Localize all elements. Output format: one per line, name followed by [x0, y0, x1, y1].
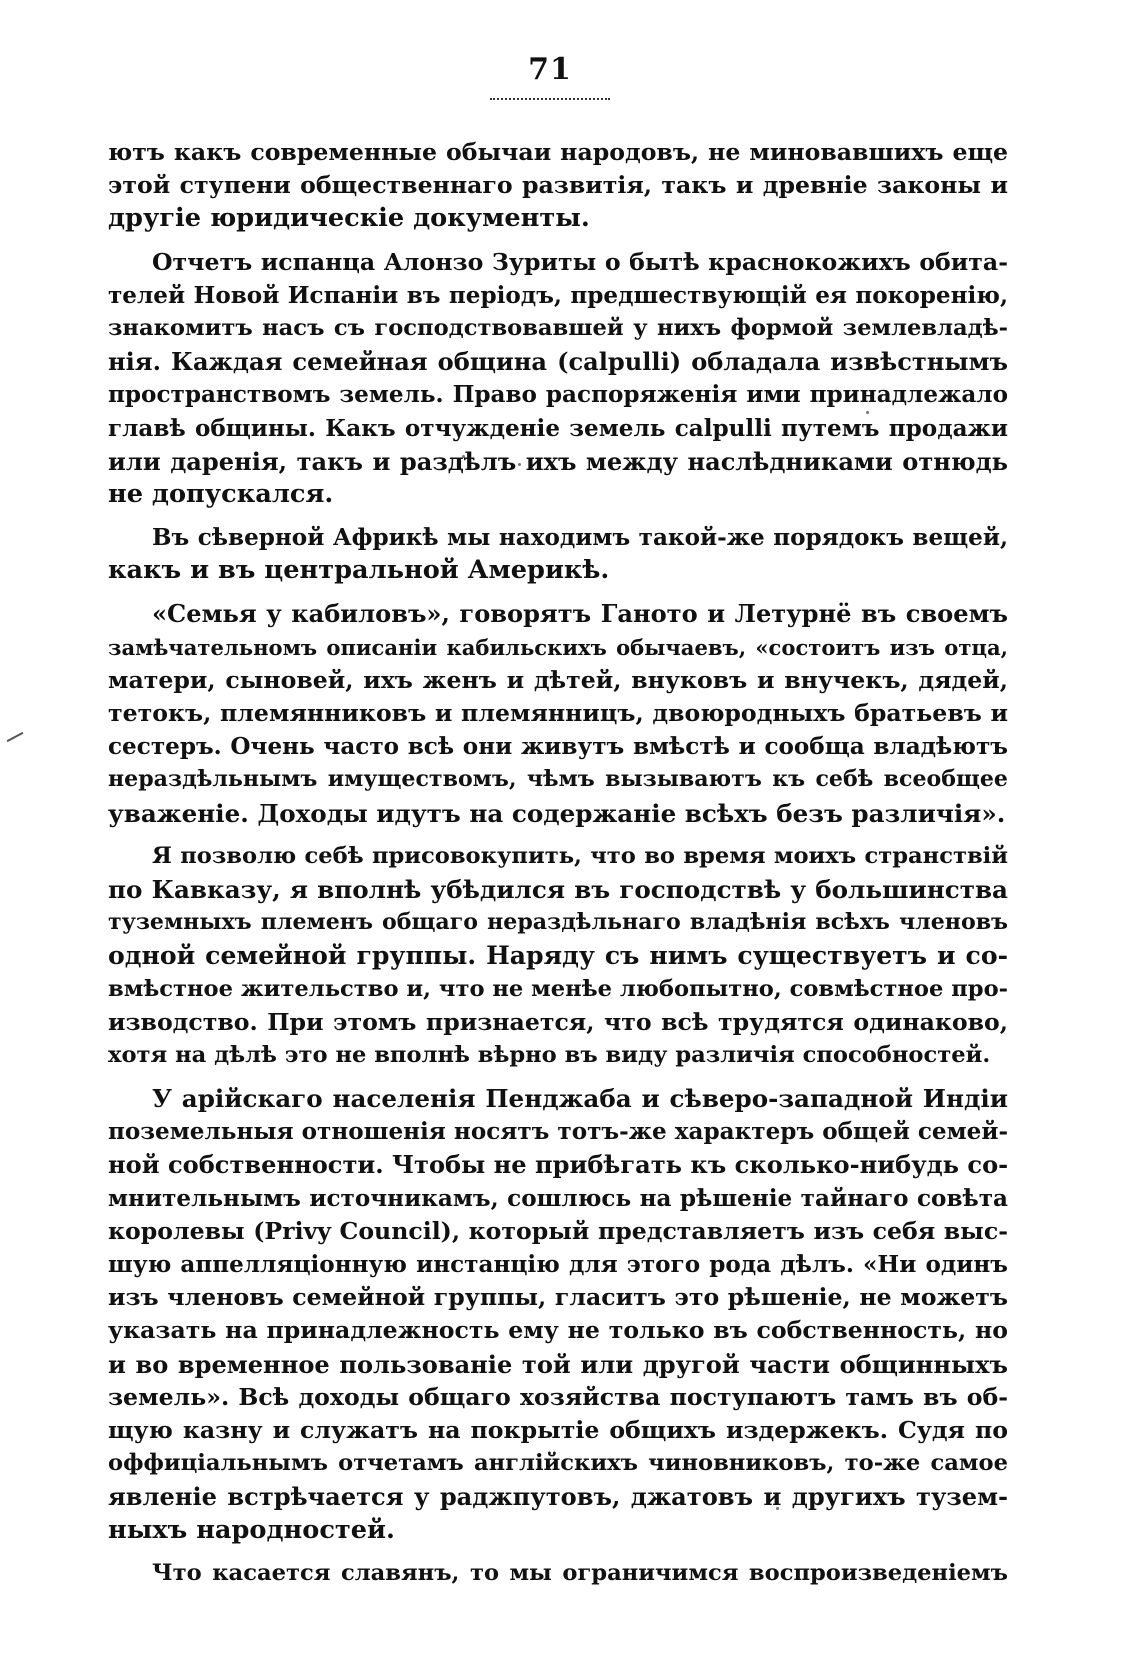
page-number: 71 [528, 52, 572, 87]
paragraph [108, 840, 1008, 1072]
paragraph [108, 246, 1008, 512]
margin-mark [7, 732, 24, 742]
paragraph [108, 1082, 1008, 1547]
paragraph [108, 597, 1008, 829]
text-line: королевы (Privy Council), который представляетъ изъ себя выс- [108, 1216, 1008, 1245]
paragraph [108, 136, 1008, 236]
text-line: ной собственности. Чтобы не прибѣгать къ сколько-нибудь со- [108, 1150, 1009, 1180]
text-line: матери, сыновей, ихъ женъ и дѣтей, внуковъ и внучекъ, дядей, [108, 665, 1008, 694]
text-line: замѣчательномъ описаніи кабильскихъ обычаевъ, «состоитъ изъ отца, [108, 634, 1008, 660]
paragraph [108, 1557, 1008, 1590]
text-line: изъ членовъ семейной группы, гласитъ это рѣшеніе, не можетъ [108, 1283, 1008, 1312]
text-line: или даренія, такъ и раздѣлъ ихъ между наслѣдниками отнюдь [108, 446, 1008, 476]
text-line: явленіе встрѣчается у раджпутовъ, джатовъ и другихъ тузем- [108, 1482, 1008, 1512]
text-line: пространствомъ земель. Право распоряженія ими принадлежало [108, 381, 1008, 409]
text-line: тетокъ, племянниковъ и племянницъ, двоюродныхъ братьевъ и [108, 699, 1008, 727]
text-line: нія. Каждая семейная община (calpulli) обладала извѣстнымъ [108, 347, 1008, 377]
page-number-rule [490, 98, 610, 100]
paragraph [108, 521, 1008, 587]
text-line: другіе юридическіе документы. [108, 203, 590, 234]
text-line: щую казну и служатъ на покрытіе общихъ издержекъ. Судя по [108, 1415, 1008, 1444]
text-line: уваженіе. Доходы идутъ на содержаніе всѣхъ безъ различія». [108, 798, 1006, 828]
text-line: поземельныя отношенія носятъ тотъ-же характеръ общей семей- [108, 1118, 1009, 1146]
text-line: Въ сѣверной Африкѣ мы находимъ такой-же порядокъ вещей, [152, 524, 1008, 552]
text-line: земель». Всѣ доходы общаго хозяйства поступаютъ тамъ въ об- [108, 1382, 1008, 1411]
text-line: мнительнымъ источникамъ, сошлюсь на рѣшеніе тайнаго совѣта [108, 1184, 1008, 1212]
text-line: по Кавказу, я вполнѣ убѣдился въ господствѣ у большинства [108, 874, 1008, 904]
text-line: «Семья у кабиловъ», говорятъ Ганото и Летурнё въ своемъ [152, 599, 1008, 629]
text-line: Я позволю себѣ присовокупить, что во время моихъ странствій [152, 842, 1008, 869]
text-line: шую аппелляціонную инстанцію для этого рода дѣлъ. «Ни одинъ [108, 1251, 1008, 1278]
text-line: хотя на дѣлѣ это не вполнѣ вѣрно въ виду различія способностей. [108, 1041, 991, 1068]
text-line: знакомитъ насъ съ господствовавшей у нихъ формой землевладѣ- [108, 314, 1008, 341]
text-line: нераздѣльнымъ имуществомъ, чѣмъ вызываютъ къ себѣ всеобщее [108, 766, 1008, 793]
text-line: оффиціальнымъ отчетамъ англійскихъ чиновниковъ, то-же самое [108, 1450, 1008, 1477]
text-line: ныхъ народностей. [108, 1514, 395, 1545]
text-line: указать на принадлежность ему не только въ собственность, но [108, 1316, 1008, 1345]
text-line: Отчетъ испанца Алонзо Зуриты о бытѣ краснокожихъ обита- [152, 247, 1008, 276]
text-line: У арійскаго населенія Пенджаба и сѣверо-западной Индіи [152, 1084, 1008, 1114]
text-line: сестеръ. Очень часто всѣ они живутъ вмѣстѣ и сообща владѣютъ [108, 733, 1008, 761]
text-line: изводство. При этомъ признается, что всѣ трудятся одинаково, [108, 1007, 1008, 1036]
text-line: главѣ общины. Какъ отчужденіе земель calpulli путемъ продажи [108, 414, 1008, 442]
text-line: и во временное пользованіе той или другой части общинныхъ [108, 1349, 1008, 1379]
text-line: этой ступени общественнаго развитія, такъ и древніе законы и [108, 171, 1008, 200]
text-line: Что касается славянъ, то мы ограничимся воспроизведеніемъ [152, 1559, 1008, 1586]
text-line: ютъ какъ современные обычаи народовъ, не миновавшихъ еще [108, 138, 1008, 166]
text-line: телей Новой Испаніи въ періодъ, предшествующій ея покоренію, [108, 281, 1008, 309]
text-line: какъ и въ центральной Америкѣ. [108, 555, 610, 586]
text-line: туземныхъ племенъ общаго нераздѣльнаго владѣнія всѣхъ членовъ [108, 909, 1008, 936]
text-line: одной семейной группы. Наряду съ нимъ существуетъ и со- [108, 940, 1008, 971]
body-text [108, 136, 1008, 1590]
text-line: вмѣстное жительство и, что не менѣе любопытно, совмѣстное про- [108, 975, 1009, 1002]
text-line: не допускался. [108, 478, 334, 509]
